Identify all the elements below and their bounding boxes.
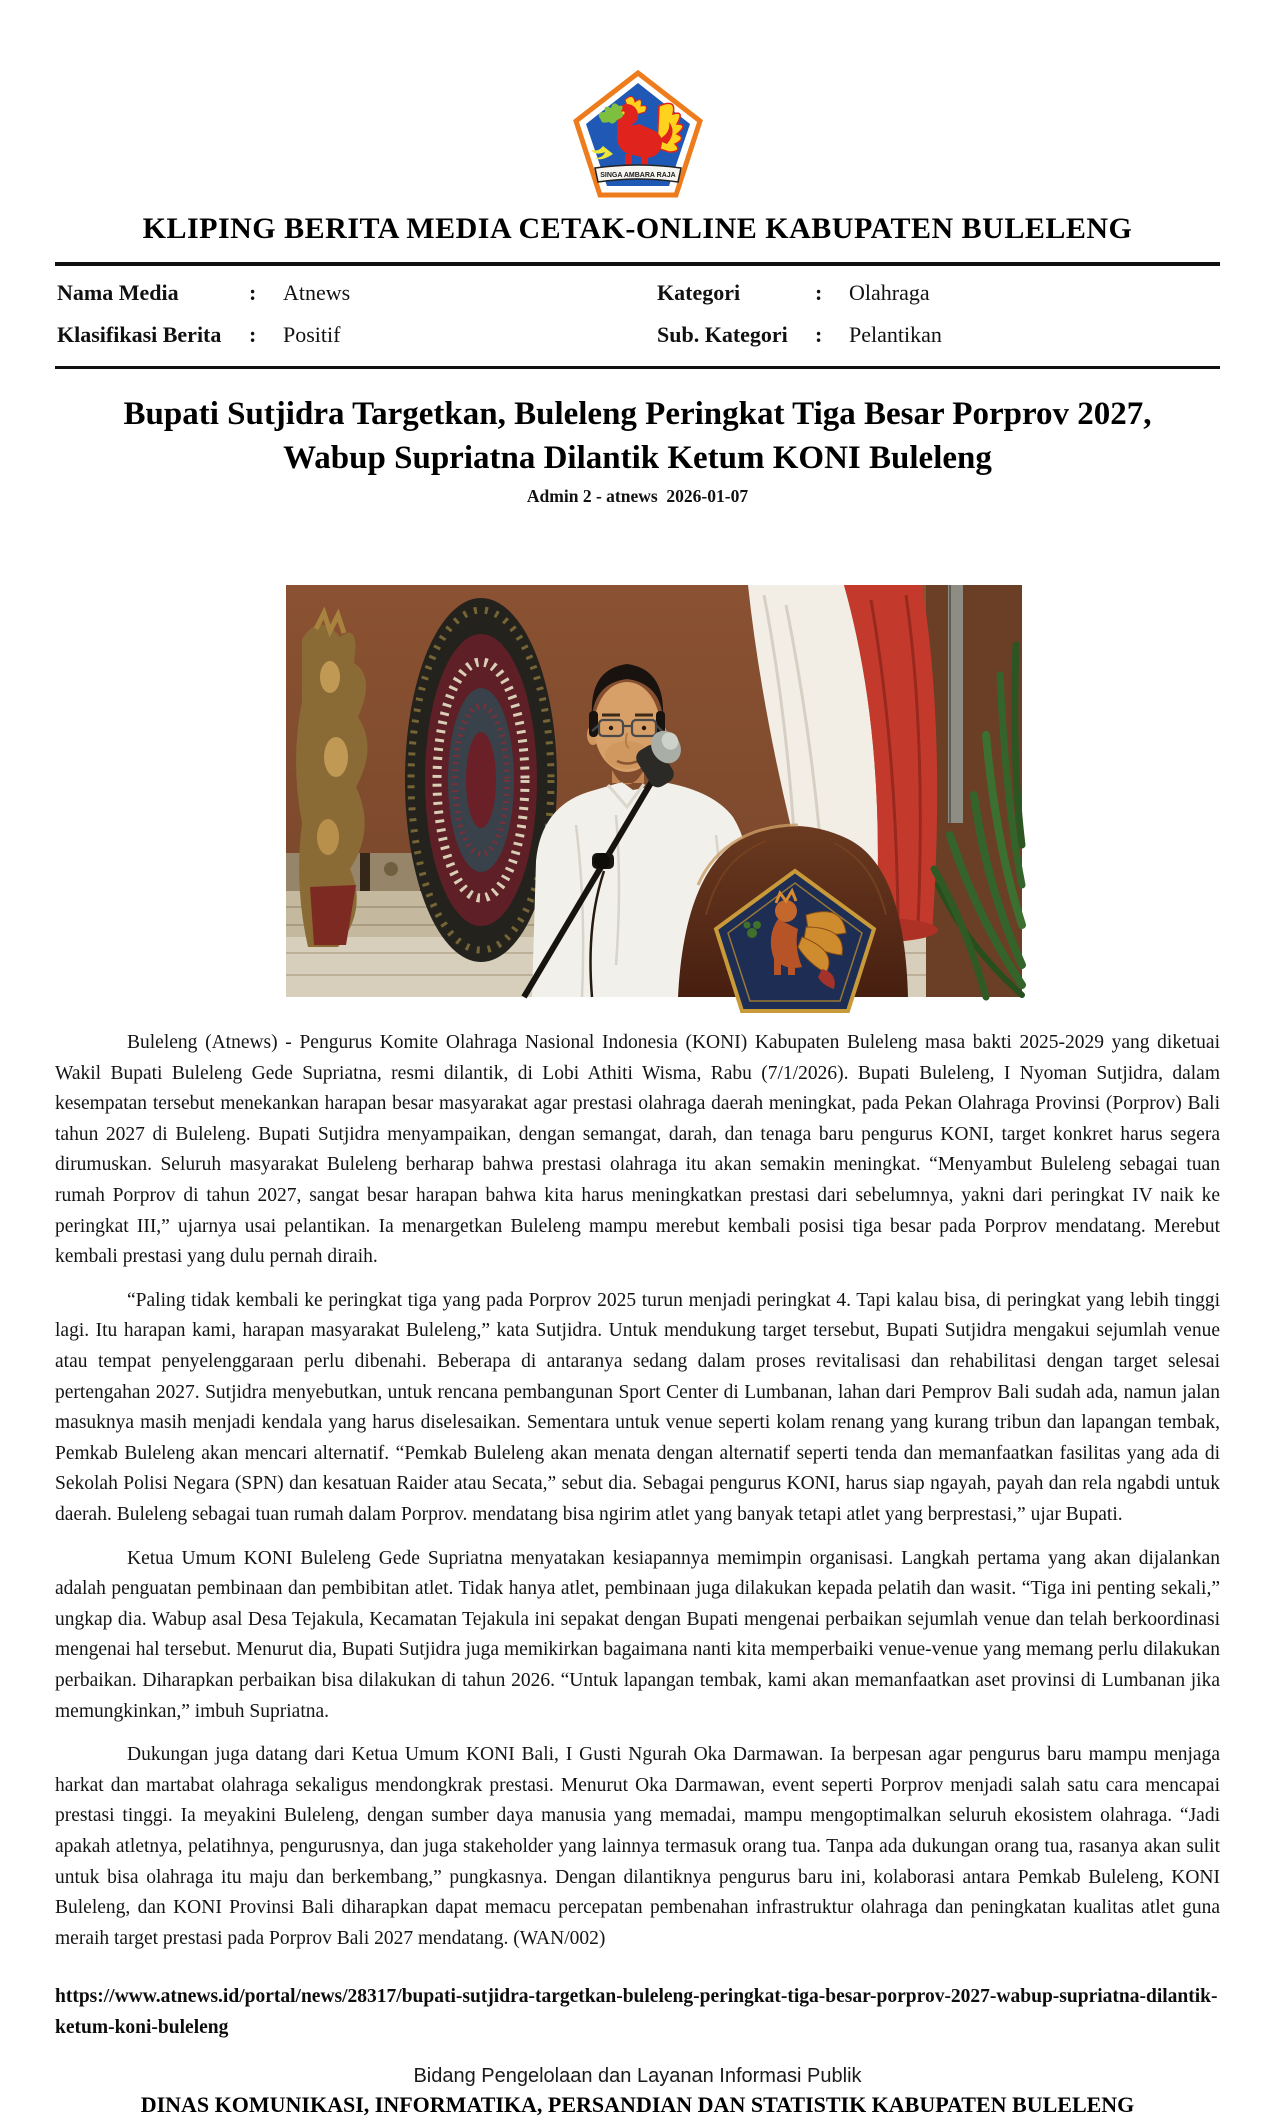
- meta-colon: :: [249, 280, 257, 305]
- crest-banner: [595, 165, 681, 182]
- footer-division: Bidang Pengelolaan dan Layanan Informasi Publik: [413, 2065, 862, 2088]
- meta-value-kategori: Olahraga: [849, 280, 930, 305]
- media-meta-table: [55, 266, 1220, 364]
- article-photo-scene: [286, 585, 1022, 997]
- footer-agency: DINAS KOMUNIKASI, INFORMATIKA, PERSANDIAN DAN STATISTIK KABUPATEN BULELENG: [140, 2092, 1135, 2118]
- meta-colon: :: [249, 322, 257, 347]
- divider-meta: [55, 366, 1220, 369]
- logo-container: [0, 0, 1275, 198]
- meta-label-klasifikasi: Klasifikasi Berita: [57, 322, 222, 347]
- document-title: KLIPING BERITA MEDIA CETAK-ONLINE KABUPATEN BULELENG: [142, 212, 1133, 245]
- article-paragraph: Dukungan juga datang dari Ketua Umum KONI Bali, I Gusti Ngurah Oka Darmawan. Ia berpesan agar pengurus baru mampu menjaga harkat dan martabat olahraga sekaligus mendongkrak prestasi. Menurut Oka Darmawan, event seperti Porprov menjadi salah satu cara mencapai prestasi tinggi. Ia meyakini Buleleng, dengan sumber daya manusia yang memadai, mampu mengoptimalkan seluruh ekosistem olahraga. “Jadi apakah atletnya, pelatihnya, pengurusnya, dan juga stakeholder yang lainnya termasuk orang tua. Tanpa ada dukungan orang tua, rasanya akan sulit untuk bisa olahraga itu maju dan berkembang,” pungkasnya. Dengan dilantiknya pengurus baru ini, kolaborasi antara Pemkab Buleleng, KONI Buleleng, dan KONI Provinsi Bali diharapkan dapat memacu percepatan pembenahan infrastruktur olahraga dan peningkatan kualitas atlet guna meraih target prestasi pada Porprov Bali 2027 mendatang. (WAN/002): [55, 1744, 1220, 1949]
- meta-label-nama-media: Nama Media: [57, 280, 179, 305]
- meta-label-sub-kategori: Sub. Kategori: [657, 322, 788, 347]
- article: [55, 393, 1220, 2043]
- meta-colon: :: [815, 280, 823, 305]
- source-url: https://www.atnews.id/portal/news/28317/bupati-sutjidra-targetkan-buleleng-peringkat-tiga-besar-porprov-2027-wabup-supriatna-dilantik-ketum-koni-buleleng: [55, 1986, 1218, 2039]
- article-paragraph: Buleleng (Atnews) - Pengurus Komite Olahraga Nasional Indonesia (KONI) Kabupaten Buleleng masa bakti 2025-2029 yang diketuai Wakil Bupati Buleleng Gede Supriatna, resmi dilantik, di Lobi Athiti Wisma, Rabu (7/1/2026). Bupati Buleleng, I Nyoman Sutjidra, dalam kesempatan tersebut menekankan harapan besar masyarakat agar prestasi olahraga daerah meningkat, pada Pekan Olahraga Provinsi (Porprov) Bali tahun 2027 di Buleleng. Bupati Sutjidra menyampaikan, dengan semangat, darah, dan tenaga baru pengurus KONI, target konkret harus segera dirumuskan. Seluruh masyarakat Buleleng berharap bahwa prestasi olahraga itu akan semakin meningkat. “Menyambut Buleleng sebagai tuan rumah Porprov di tahun 2027, sangat besar harapan bahwa kita harus meningkatkan prestasi dari sebelumnya, yakni dari peringkat IV naik ke peringkat III,” ujarnya usai pelantikan. Ia menargetkan Buleleng mampu merebut kembali posisi tiga besar pada Porprov mendatang. Merebut kembali prestasi yang dulu pernah diraih.: [55, 1032, 1220, 1268]
- meta-value-klasifikasi: Positif: [283, 322, 341, 347]
- document-footer: [55, 2065, 1220, 2118]
- buleleng-crest-logo: [573, 70, 703, 198]
- article-headline: Bupati Sutjidra Targetkan, Buleleng Peringkat Tiga Besar Porprov 2027, Wabup Supriatna Dilantik Ketum KONI Buleleng: [123, 396, 1152, 476]
- meta-value-nama-media: Atnews: [283, 280, 351, 305]
- article-paragraph: Ketua Umum KONI Buleleng Gede Supriatna menyatakan kesiapannya memimpin organisasi. Langkah pertama yang akan dijalankan adalah penguatan pembinaan dan pembibitan atlet. Tidak hanya atlet, pembinaan juga dilakukan kepada pelatih dan wasit. “Tiga ini penting sekali,” ungkap dia. Wabup asal Desa Tejakula, Kecamatan Tejakula ini sepakat dengan Bupati mengenai perbaikan sejumlah venue dan telah berkoordinasi mengenai hal tersebut. Menurut dia, Bupati Sutjidra juga memikirkan bagaimana nanti kita memperbaiki venue-venue yang memang perlu dilakukan perbaikan. Diharapkan perbaikan bisa dilakukan di tahun 2026. “Untuk lapangan tembak, kami akan memanfaatkan aset provinsi di Lumbanan jika memungkinkan,” imbuh Supriatna.: [55, 1547, 1220, 1722]
- meta-label-kategori: Kategori: [657, 280, 741, 305]
- crest-banner-text: SINGA AMBARA RAJA: [599, 172, 676, 179]
- article-photo: [286, 585, 1022, 997]
- meta-value-sub-kategori: Pelantikan: [849, 322, 942, 347]
- article-byline: Admin 2 - atnews 2026-01-07: [526, 486, 749, 507]
- article-body: [55, 1028, 1220, 1954]
- meta-colon: :: [815, 322, 823, 347]
- article-paragraph: “Paling tidak kembali ke peringkat tiga yang pada Porprov 2025 turun menjadi peringkat 4. Tapi kalau bisa, di peringkat yang lebih tinggi lagi. Itu harapan kami, harapan masyarakat Buleleng,” kata Sutjidra. Untuk mendukung target tersebut, Bupati Sutjidra mengakui sejumlah venue atau tempat penyelenggaraan perlu dibenahi. Beberapa di antaranya sedang dalam proses revitalisasi dan rehabilitasi dengan target selesai pertengahan 2027. Sutjidra menyebutkan, untuk rencana pembangunan Sport Center di Lumbanan, lahan dari Pemprov Bali sudah ada, namun jalan masuknya masih menjadi kendala yang harus diselesaikan. Sementara untuk venue seperti kolam renang yang kurang tribun dan lapangan tembak, Pemkab Buleleng akan mencari alternatif. “Pemkab Buleleng akan menata dengan alternatif seperti tenda dan memanfaatkan fasilitas yang ada di Sekolah Polisi Negara (SPN) dan kesatuan Raider atau Secata,” sebut dia. Sebagai pengurus KONI, harus siap ngayah, payah dan rela ngabdi untuk daerah. Buleleng sebagai tuan rumah dalam Porprov. mendatang bisa ngirim atlet yang banyak tetapi atlet yang berprestasi,” ujar Bupati.: [55, 1289, 1220, 1525]
